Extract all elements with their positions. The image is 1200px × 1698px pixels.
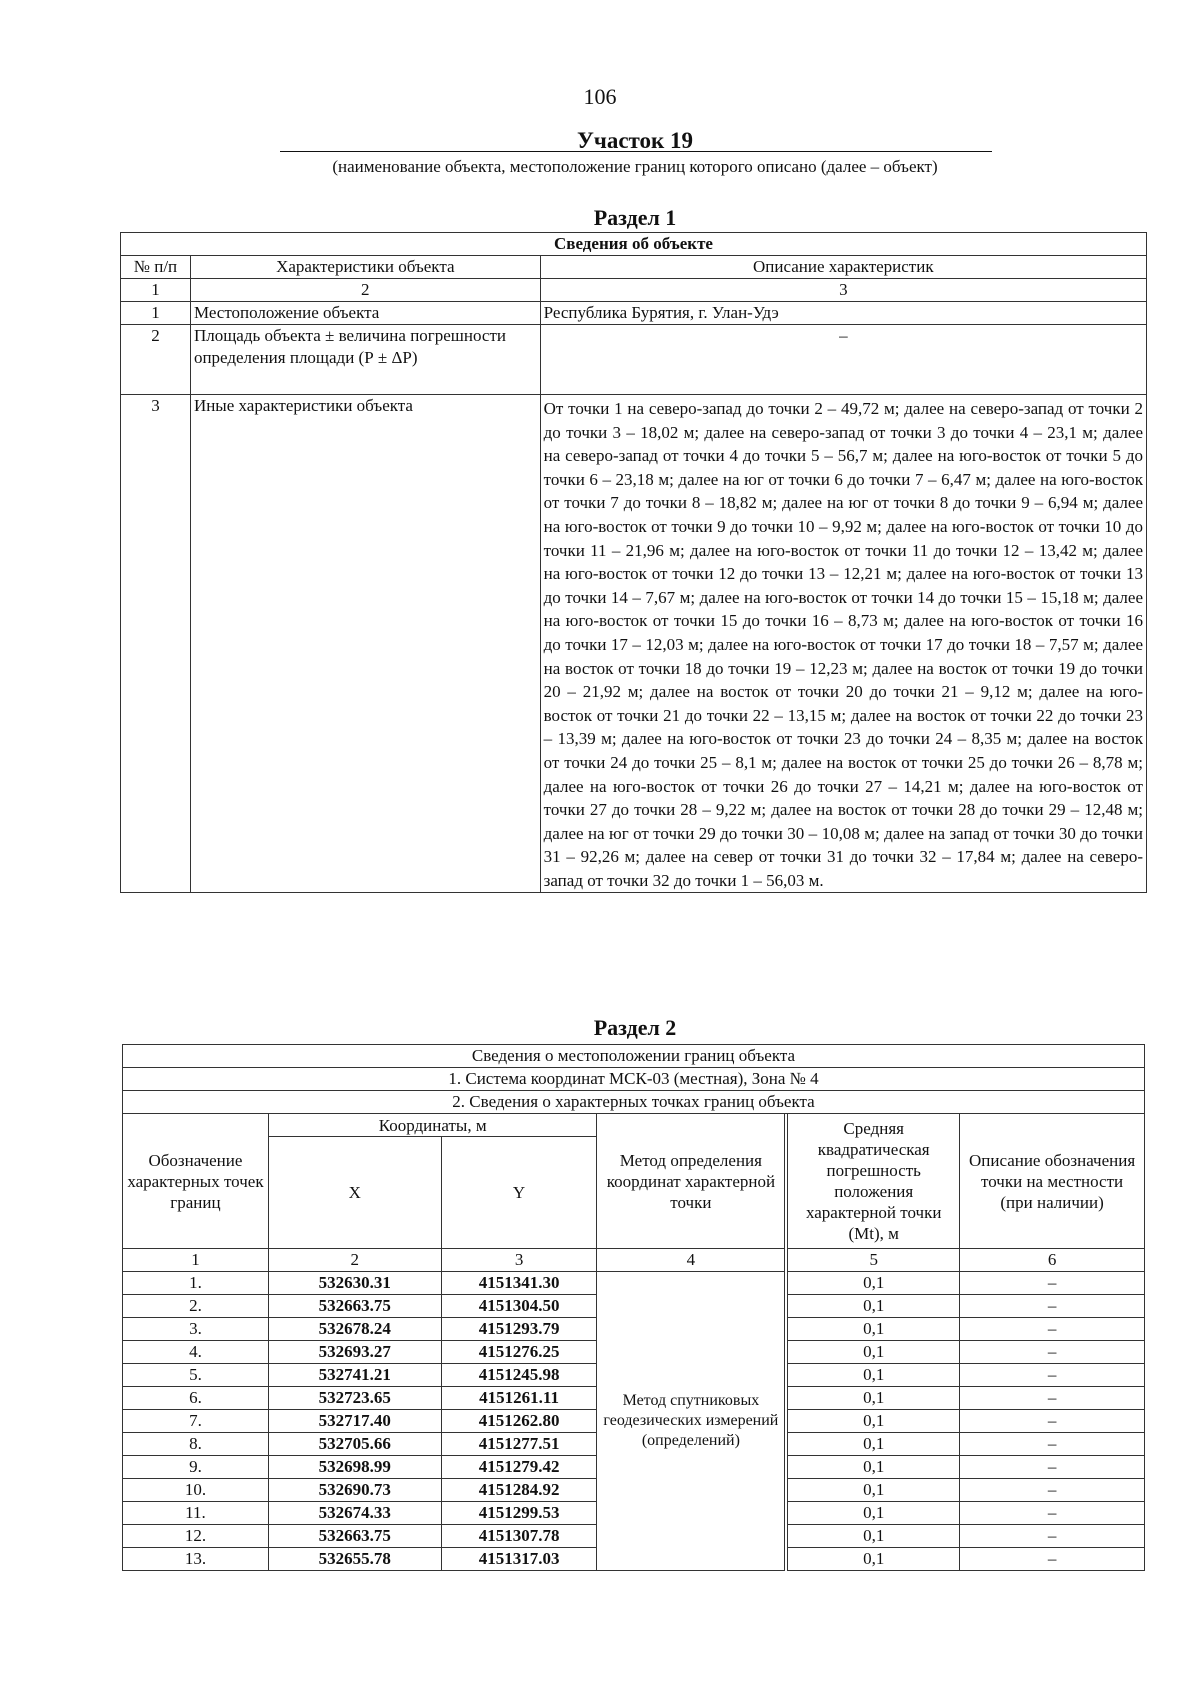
col-number: 1 (121, 279, 191, 302)
row-value: Республика Бурятия, г. Улан-Удэ (540, 302, 1146, 325)
coordinate-system: 1. Система координат МСК-03 (местная), Зона № 4 (123, 1068, 1145, 1091)
location-caption: Сведения о местоположении границ объекта (123, 1045, 1145, 1068)
point-description: – (960, 1295, 1145, 1318)
point-error: 0,1 (788, 1479, 960, 1502)
col-number: 2 (268, 1249, 441, 1272)
point-description: – (960, 1479, 1145, 1502)
point-y: 4151317.03 (441, 1548, 597, 1571)
point-error: 0,1 (788, 1548, 960, 1571)
header-characteristics: Характеристики объекта (190, 256, 540, 279)
row-name: Площадь объекта ± величина погрешности определения площади (Р ± ΔР) (190, 325, 540, 395)
col-number: 5 (788, 1249, 960, 1272)
point-number: 1. (123, 1272, 269, 1295)
header-description: Описание характеристик (540, 256, 1146, 279)
point-x: 532705.66 (268, 1433, 441, 1456)
point-error: 0,1 (788, 1318, 960, 1341)
point-error: 0,1 (788, 1410, 960, 1433)
object-info-table (120, 232, 1147, 893)
col-number: 6 (960, 1249, 1145, 1272)
point-y: 4151261.11 (441, 1387, 597, 1410)
point-number: 4. (123, 1341, 269, 1364)
object-info-caption: Сведения об объекте (121, 233, 1147, 256)
point-y: 4151299.53 (441, 1502, 597, 1525)
point-x: 532717.40 (268, 1410, 441, 1433)
page-title: Участок 19 (576, 128, 694, 153)
point-number: 13. (123, 1548, 269, 1571)
col-number: 3 (540, 279, 1146, 302)
point-y: 4151307.78 (441, 1525, 597, 1548)
point-number: 3. (123, 1318, 269, 1341)
point-number: 9. (123, 1456, 269, 1479)
point-number: 10. (123, 1479, 269, 1502)
header-method: Метод определения координат характерной точки (597, 1114, 785, 1249)
point-error: 0,1 (788, 1525, 960, 1548)
header-designation: Обозначение характерных точек границ (123, 1114, 269, 1249)
point-y: 4151279.42 (441, 1456, 597, 1479)
point-x: 532655.78 (268, 1548, 441, 1571)
points-caption: 2. Сведения о характерных точках границ объекта (123, 1091, 1145, 1114)
point-y: 4151276.25 (441, 1341, 597, 1364)
page-number: 106 (583, 84, 617, 109)
row-num: 2 (121, 325, 191, 395)
point-x: 532690.73 (268, 1479, 441, 1502)
point-x: 532693.27 (268, 1341, 441, 1364)
row-name: Иные характеристики объекта (190, 395, 540, 893)
point-y: 4151262.80 (441, 1410, 597, 1433)
point-number: 5. (123, 1364, 269, 1387)
point-description: – (960, 1525, 1145, 1548)
header-num: № п/п (121, 256, 191, 279)
point-error: 0,1 (788, 1295, 960, 1318)
row-num: 1 (121, 302, 191, 325)
point-error: 0,1 (788, 1433, 960, 1456)
col-number: 2 (190, 279, 540, 302)
point-y: 4151304.50 (441, 1295, 597, 1318)
boundary-points-table (122, 1044, 1145, 1571)
col-number: 3 (441, 1249, 597, 1272)
point-method: Метод спутниковых геодезических измерений (определений) (597, 1272, 785, 1571)
header-error: Средняя квадратическая погрешность положения характерной точки (Mt), м (788, 1114, 960, 1249)
point-x: 532630.31 (268, 1272, 441, 1295)
header-x: X (268, 1137, 441, 1249)
point-error: 0,1 (788, 1364, 960, 1387)
point-x: 532674.33 (268, 1502, 441, 1525)
point-description: – (960, 1387, 1145, 1410)
point-description: – (960, 1548, 1145, 1571)
point-x: 532723.65 (268, 1387, 441, 1410)
point-y: 4151293.79 (441, 1318, 597, 1341)
page-subtitle: (наименование объекта, местоположение границ которого описано (далее – объект) (332, 157, 938, 176)
header-point-description: Описание обозначения точки на местности (при наличии) (960, 1114, 1145, 1249)
point-description: – (960, 1456, 1145, 1479)
point-row (123, 1272, 1145, 1295)
point-error: 0,1 (788, 1272, 960, 1295)
point-x: 532678.24 (268, 1318, 441, 1341)
point-y: 4151284.92 (441, 1479, 597, 1502)
point-x: 532663.75 (268, 1295, 441, 1318)
point-error: 0,1 (788, 1456, 960, 1479)
point-x: 532663.75 (268, 1525, 441, 1548)
row-name: Местоположение объекта (190, 302, 540, 325)
point-number: 8. (123, 1433, 269, 1456)
point-x: 532741.21 (268, 1364, 441, 1387)
header-coordinates: Координаты, м (268, 1114, 597, 1137)
point-description: – (960, 1410, 1145, 1433)
point-error: 0,1 (788, 1341, 960, 1364)
point-number: 12. (123, 1525, 269, 1548)
header-y: Y (441, 1137, 597, 1249)
section2-title: Раздел 2 (593, 1015, 677, 1040)
point-x: 532698.99 (268, 1456, 441, 1479)
point-number: 6. (123, 1387, 269, 1410)
point-description: – (960, 1364, 1145, 1387)
point-number: 11. (123, 1502, 269, 1525)
point-description: – (960, 1502, 1145, 1525)
point-y: 4151277.51 (441, 1433, 597, 1456)
points-body (123, 1272, 1145, 1571)
section1-title: Раздел 1 (593, 205, 677, 230)
row-value: – (540, 325, 1146, 395)
point-y: 4151341.30 (441, 1272, 597, 1295)
point-number: 7. (123, 1410, 269, 1433)
col-number: 4 (597, 1249, 785, 1272)
row-num: 3 (121, 395, 191, 893)
point-description: – (960, 1272, 1145, 1295)
point-error: 0,1 (788, 1502, 960, 1525)
point-description: – (960, 1433, 1145, 1456)
point-number: 2. (123, 1295, 269, 1318)
col-number: 1 (123, 1249, 269, 1272)
point-description: – (960, 1318, 1145, 1341)
point-description: – (960, 1341, 1145, 1364)
title-underline (280, 151, 992, 152)
point-y: 4151245.98 (441, 1364, 597, 1387)
point-error: 0,1 (788, 1387, 960, 1410)
boundary-description: От точки 1 на северо-запад до точки 2 – 49,72 м; далее на северо-запад от точки 2 до точки 3 – 18,02 м; далее на северо-запад от точки 3 до точки 4 – 23,1 м; далее на северо-запад от точки 4 до точки 5 – 56,7 м; далее на юго-восток от точки 5 до точки 6 – 23,18 м; далее на юг от точки 6 до точки 7 – 6,47 м; далее на юго-восток от точки 7 до точки 8 – 18,82 м; далее на юг от точки 8 до точки 9 – 6,94 м; далее на юго-восток от точки 9 до точки 10 – 9,92 м; далее на юго-восток от точки 10 до точки 11 – 21,96 м; далее на юго-восток от точки 11 до точки 12 – 13,42 м; далее на юго-восток от точки 12 до точки 13 – 12,21 м; далее на юго-восток от точки 13 до точки 14 – 7,67 м; далее на юго-восток от точки 14 до точки 15 – 15,18 м; далее на юго-восток от точки 15 до точки 16 – 8,73 м; далее на юго-восток от точки 16 до точки 17 – 12,03 м; далее на юго-восток от точки 17 до точки 18 – 7,57 м; далее на восток от точки 18 до точки 19 – 12,23 м; далее на восток от точки 19 до точки 20 – 21,92 м; далее на восток от точки 20 до точки 21 – 9,12 м; далее на юго-восток от точки 21 до точки 22 – 13,15 м; далее на восток от точки 22 до точки 23 – 13,39 м; далее на юго-восток от точки 23 до точки 24 – 8,35 м; далее на восток от точки 24 до точки 25 – 8,1 м; далее на восток от точки 25 до точки 26 – 8,78 м; далее на юго-восток от точки 26 до точки 27 – 14,21 м; далее на юго-восток от точки 27 до точки 28 – 9,22 м; далее на восток от точки 28 до точки 29 – 12,48 м; далее на юг от точки 29 до точки 30 – 10,08 м; далее на запад от точки 30 до точки 31 – 92,26 м; далее на север от точки 31 до точки 32 – 17,84 м; далее на северо-запад от точки 32 до точки 1 – 56,03 м. (540, 395, 1146, 893)
